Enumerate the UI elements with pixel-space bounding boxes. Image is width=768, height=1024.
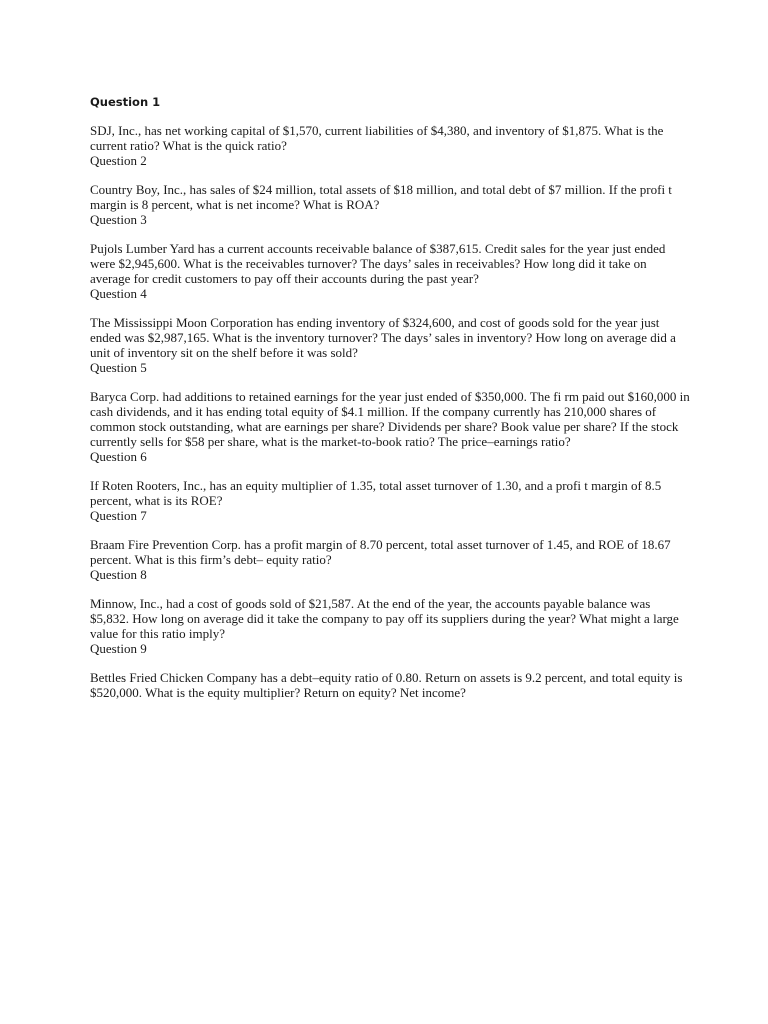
- question-label: Question 4: [90, 286, 147, 301]
- question-text: Baryca Corp. had additions to retained earnings for the year just ended of $350,000. The fi rm paid out $160,000 in cash dividends, and it has ending total equity of $4.1 million. If the company currently has 210,000 shares of common stock outstanding, what are earnings per share? Dividends per share? Book value per share? If the stock currently sells for $58 per share, what is the market-to-book ratio? The price–earnings ratio?: [90, 389, 690, 449]
- question-block: [90, 315, 690, 375]
- question-label: Question 3: [90, 212, 147, 227]
- question-label: Question 6: [90, 449, 147, 464]
- question-text: SDJ, Inc., has net working capital of $1,570, current liabilities of $4,380, and inventory of $1,875. What is the current ratio? What is the quick ratio?: [90, 123, 664, 153]
- question-label: Question 5: [90, 360, 147, 375]
- question-label: Question 2: [90, 153, 147, 168]
- document-page: [90, 94, 690, 714]
- question-block: [90, 389, 690, 464]
- question-block: [90, 596, 690, 656]
- question-text: Bettles Fried Chicken Company has a debt–equity ratio of 0.80. Return on assets is 9.2 percent, and total equity is $520,000. What is the equity multiplier? Return on equity? Net income?: [90, 670, 683, 700]
- question-label: Question 8: [90, 567, 147, 582]
- question-label: Question 9: [90, 641, 147, 656]
- question-block: [90, 123, 690, 168]
- page-heading: Question 1: [90, 95, 161, 109]
- question-text: Braam Fire Prevention Corp. has a profit margin of 8.70 percent, total asset turnover of 1.45, and ROE of 18.67 percent. What is this firm’s debt– equity ratio?: [90, 537, 671, 567]
- question-label: Question 7: [90, 508, 147, 523]
- question-block: [90, 241, 690, 301]
- question-block: [90, 478, 690, 523]
- question-text: Pujols Lumber Yard has a current accounts receivable balance of $387,615. Credit sales for the year just ended were $2,945,600. What is the receivables turnover? The days’ sales in receivables? How long did it take on average for credit customers to pay off their accounts during the past year?: [90, 241, 666, 286]
- question-block: [90, 670, 690, 700]
- question-text: The Mississippi Moon Corporation has ending inventory of $324,600, and cost of goods sold for the year just ended was $2,987,165. What is the inventory turnover? The days’ sales in inventory? How long on average did a unit of inventory sit on the shelf before it was sold?: [90, 315, 676, 360]
- question-block: [90, 182, 690, 227]
- question-text: If Roten Rooters, Inc., has an equity multiplier of 1.35, total asset turnover of 1.30, and a profi t margin of 8.5 percent, what is its ROE?: [90, 478, 662, 508]
- question-text: Minnow, Inc., had a cost of goods sold of $21,587. At the end of the year, the accounts payable balance was $5,832. How long on average did it take the company to pay off its suppliers during the year? What might a large value for this ratio imply?: [90, 596, 679, 641]
- question-text: Country Boy, Inc., has sales of $24 million, total assets of $18 million, and total debt of $7 million. If the profi t margin is 8 percent, what is net income? What is ROA?: [90, 182, 672, 212]
- question-block: [90, 537, 690, 582]
